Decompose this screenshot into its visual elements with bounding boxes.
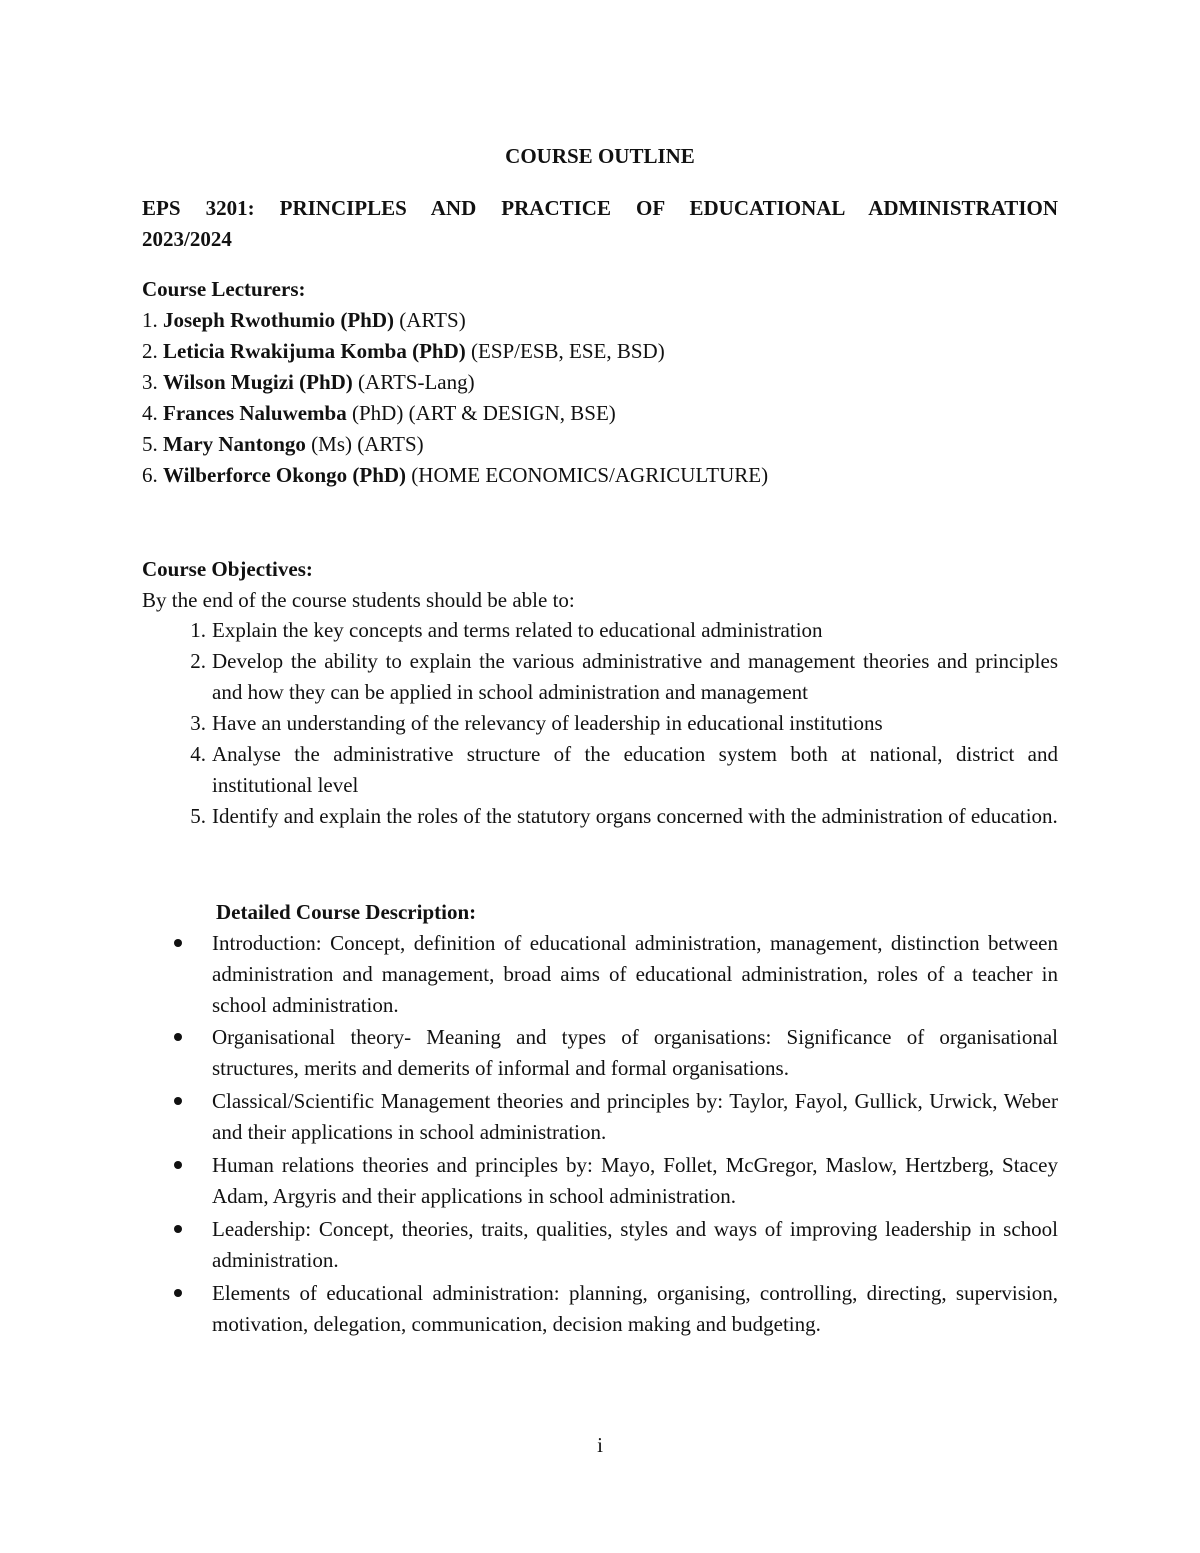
description-item bbox=[212, 1022, 1058, 1084]
bullet-icon bbox=[174, 1097, 182, 1105]
lecturer-name-suffix: (PhD) bbox=[346, 401, 404, 425]
objective-number: 5. bbox=[190, 804, 206, 828]
lecturer-item bbox=[142, 369, 475, 395]
lecturer-item bbox=[142, 431, 424, 457]
lecturer-number: 3. bbox=[142, 370, 158, 394]
description-item bbox=[212, 1086, 1058, 1148]
bullet-icon bbox=[174, 1161, 182, 1169]
page-title: COURSE OUTLINE bbox=[505, 144, 695, 168]
lecturer-dept: (ARTS-Lang) bbox=[352, 370, 475, 394]
description-item bbox=[212, 1278, 1058, 1340]
objective-number: 4. bbox=[190, 742, 206, 766]
description-item bbox=[212, 1214, 1058, 1276]
description-text: Leadership: Concept, theories, traits, qualities, styles and ways of improving leadership in school administration. bbox=[212, 1217, 1058, 1272]
lecturer-item bbox=[142, 307, 466, 333]
page-number: i bbox=[597, 1433, 603, 1457]
lecturer-number: 4. bbox=[142, 401, 158, 425]
objective-number: 2. bbox=[190, 649, 206, 673]
objective-text: Explain the key concepts and terms related to educational administration bbox=[212, 618, 823, 642]
lecturer-name-suffix: (Ms) bbox=[305, 432, 353, 456]
objective-text: Analyse the administrative structure of the education system both at national, district and institutional level bbox=[212, 742, 1058, 797]
objective-number: 1. bbox=[190, 618, 206, 642]
lecturer-dept: (ARTS) bbox=[394, 308, 466, 332]
objective-item bbox=[190, 615, 1058, 646]
lecturer-dept: (ART & DESIGN, BSE) bbox=[403, 401, 616, 425]
course-year: 2023/2024 bbox=[142, 227, 232, 251]
description-item bbox=[212, 1150, 1058, 1212]
lecturer-number: 6. bbox=[142, 463, 158, 487]
lecturer-name: Joseph Rwothumio (PhD) bbox=[163, 308, 395, 332]
description-text: Elements of educational administration: planning, organising, controlling, directing, supervision, motivation, delegation, communication, decision making and budgeting. bbox=[212, 1281, 1058, 1336]
objective-text: Identify and explain the roles of the statutory organs concerned with the administration of education. bbox=[212, 804, 1058, 828]
objective-item bbox=[190, 646, 1058, 708]
description-text: Classical/Scientific Management theories and principles by: Taylor, Fayol, Gullick, Urwick, Weber and their applications in school administration. bbox=[212, 1089, 1058, 1144]
lecturer-item bbox=[142, 400, 616, 426]
objective-number: 3. bbox=[190, 711, 206, 735]
lecturer-dept: (ARTS) bbox=[352, 432, 424, 456]
lecturer-item bbox=[142, 462, 768, 488]
objective-item bbox=[190, 739, 1058, 801]
lecturer-name: Leticia Rwakijuma Komba (PhD) bbox=[163, 339, 466, 363]
bullet-icon bbox=[174, 939, 182, 947]
lecturer-item bbox=[142, 338, 665, 364]
objective-text: Develop the ability to explain the various administrative and management theories and principles and how they can be applied in school administration and management bbox=[212, 649, 1058, 704]
lecturer-number: 1. bbox=[142, 308, 158, 332]
bullet-icon bbox=[174, 1289, 182, 1297]
bullet-icon bbox=[174, 1033, 182, 1041]
objective-item bbox=[190, 708, 1058, 739]
course-title: EPS 3201: PRINCIPLES AND PRACTICE OF EDUCATIONAL ADMINISTRATION bbox=[142, 196, 1058, 220]
description-text: Organisational theory- Meaning and types of organisations: Significance of organisational structures, merits and demerits of informal and formal organisations. bbox=[212, 1025, 1058, 1080]
lecturer-dept: (ESP/ESB, ESE, BSD) bbox=[465, 339, 665, 363]
lecturers-heading: Course Lecturers: bbox=[142, 277, 306, 301]
lecturer-number: 5. bbox=[142, 432, 158, 456]
description-heading: Detailed Course Description: bbox=[216, 900, 477, 924]
bullet-icon bbox=[174, 1225, 182, 1233]
lecturer-name: Frances Naluwemba bbox=[163, 401, 347, 425]
description-item bbox=[212, 928, 1058, 1021]
lecturer-dept: (HOME ECONOMICS/AGRICULTURE) bbox=[406, 463, 769, 487]
objectives-heading: Course Objectives: bbox=[142, 557, 313, 581]
objectives-intro: By the end of the course students should be able to: bbox=[142, 588, 575, 612]
description-text: Introduction: Concept, definition of educational administration, management, distinction between administration and management, broad aims of educational administration, roles of a teacher in school administration. bbox=[212, 931, 1058, 1017]
lecturer-name: Mary Nantongo bbox=[163, 432, 306, 456]
lecturer-name: Wilberforce Okongo (PhD) bbox=[163, 463, 407, 487]
objective-item bbox=[190, 801, 1058, 832]
description-text: Human relations theories and principles by: Mayo, Follet, McGregor, Maslow, Hertzberg, Stacey Adam, Argyris and their applications in school administration. bbox=[212, 1153, 1058, 1208]
lecturer-number: 2. bbox=[142, 339, 158, 363]
objective-text: Have an understanding of the relevancy of leadership in educational institutions bbox=[212, 711, 883, 735]
lecturer-name: Wilson Mugizi (PhD) bbox=[163, 370, 353, 394]
